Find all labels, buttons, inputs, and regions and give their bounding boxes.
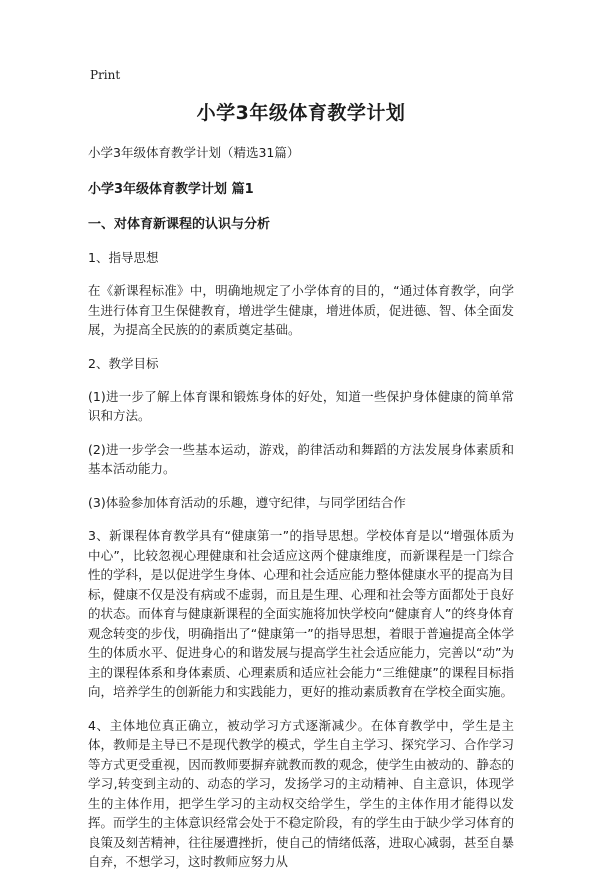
- print-label: Print: [90, 68, 121, 82]
- point-3-paragraph: 3、新课程体育教学具有“健康第一”的指导思想。学校体育是以“增强体质为中心”，比较忽视心理健康和社会适应这两个健康维度，而新课程是一门综合性的学科，是以促进学生身体、心理和社会适应能力整体健康水平的提高为目标，健康不仅是没有病或不虚弱，而且是生理、心理和社会等方面都处于良好的状态。而体育与健康新课程的全面实施将加快学校向“健康育人”的终身体育观念转变的步伐，明确指出了“健康第一”的指导思想，着眼于普遍提高全体学生的体质水平、促进身心的和谐发展与提高学生社会适应能力，完善以“动”为主的课程体系和身体素质、心理素质和适应社会能力“三维健康”的课程目标指向，培养学生的创新能力和实践能力，更好的推动素质教育在学校全面实施。: [88, 528, 514, 699]
- guiding-heading: 1、指导思想: [88, 250, 159, 265]
- goals-heading: 2、教学目标: [88, 355, 159, 371]
- goal-item-3: (3)体验参加体育活动的乐趣，遵守纪律，与同学团结合作: [88, 494, 406, 510]
- point-4-paragraph: 4、主体地位真正确立，被动学习方式逐渐减少。在体育教学中，学生是主体，教师是主导已不是现代教学的模式，学生自主学习、探究学习、合作学习等方式更受重视，因而教师要摒弃就教而教的观念，使学生由被动的、静态的学习,转变到主动的、动态的学习，发扬学习的主动精神、自主意识，体现学生的主体作用，把学生学习的主动权交给学生，学生的主体作用才能得以发挥。而学生的主体意识经常会处于不稳定阶段，有的学生由于缺少学习体育的良策及刻苦精神，往往屡遭挫折，使自己的情绪低落，进取心减弱，甚至自暴自弃，不想学习，这时教师应努力从: [88, 717, 514, 869]
- goal-item-2: (2)进一步学会一些基本运动，游戏，韵律活动和舞蹈的方法发展身体素质和基本活动能力。: [88, 441, 514, 476]
- part-heading: 一、对体育新课程的认识与分析: [88, 217, 271, 232]
- goal-item-1: (1)进一步了解上体育课和锻炼身体的好处，知道一些保护身体健康的简单常识和方法。: [88, 388, 514, 423]
- guiding-paragraph: 在《新课程标准》中，明确地规定了小学体育的目的，“通过体育教学，向学生进行体育卫生保健教育，增进学生健康，增进体质，促进德、智、体全面发展，为提高全民族的的素质奠定基础。: [88, 283, 514, 337]
- section-heading: 小学3年级体育教学计划 篇1: [88, 182, 254, 197]
- document-title: 小学3年级体育教学计划: [196, 102, 406, 124]
- document-subtitle: 小学3年级体育教学计划（精选31篇）: [88, 145, 300, 160]
